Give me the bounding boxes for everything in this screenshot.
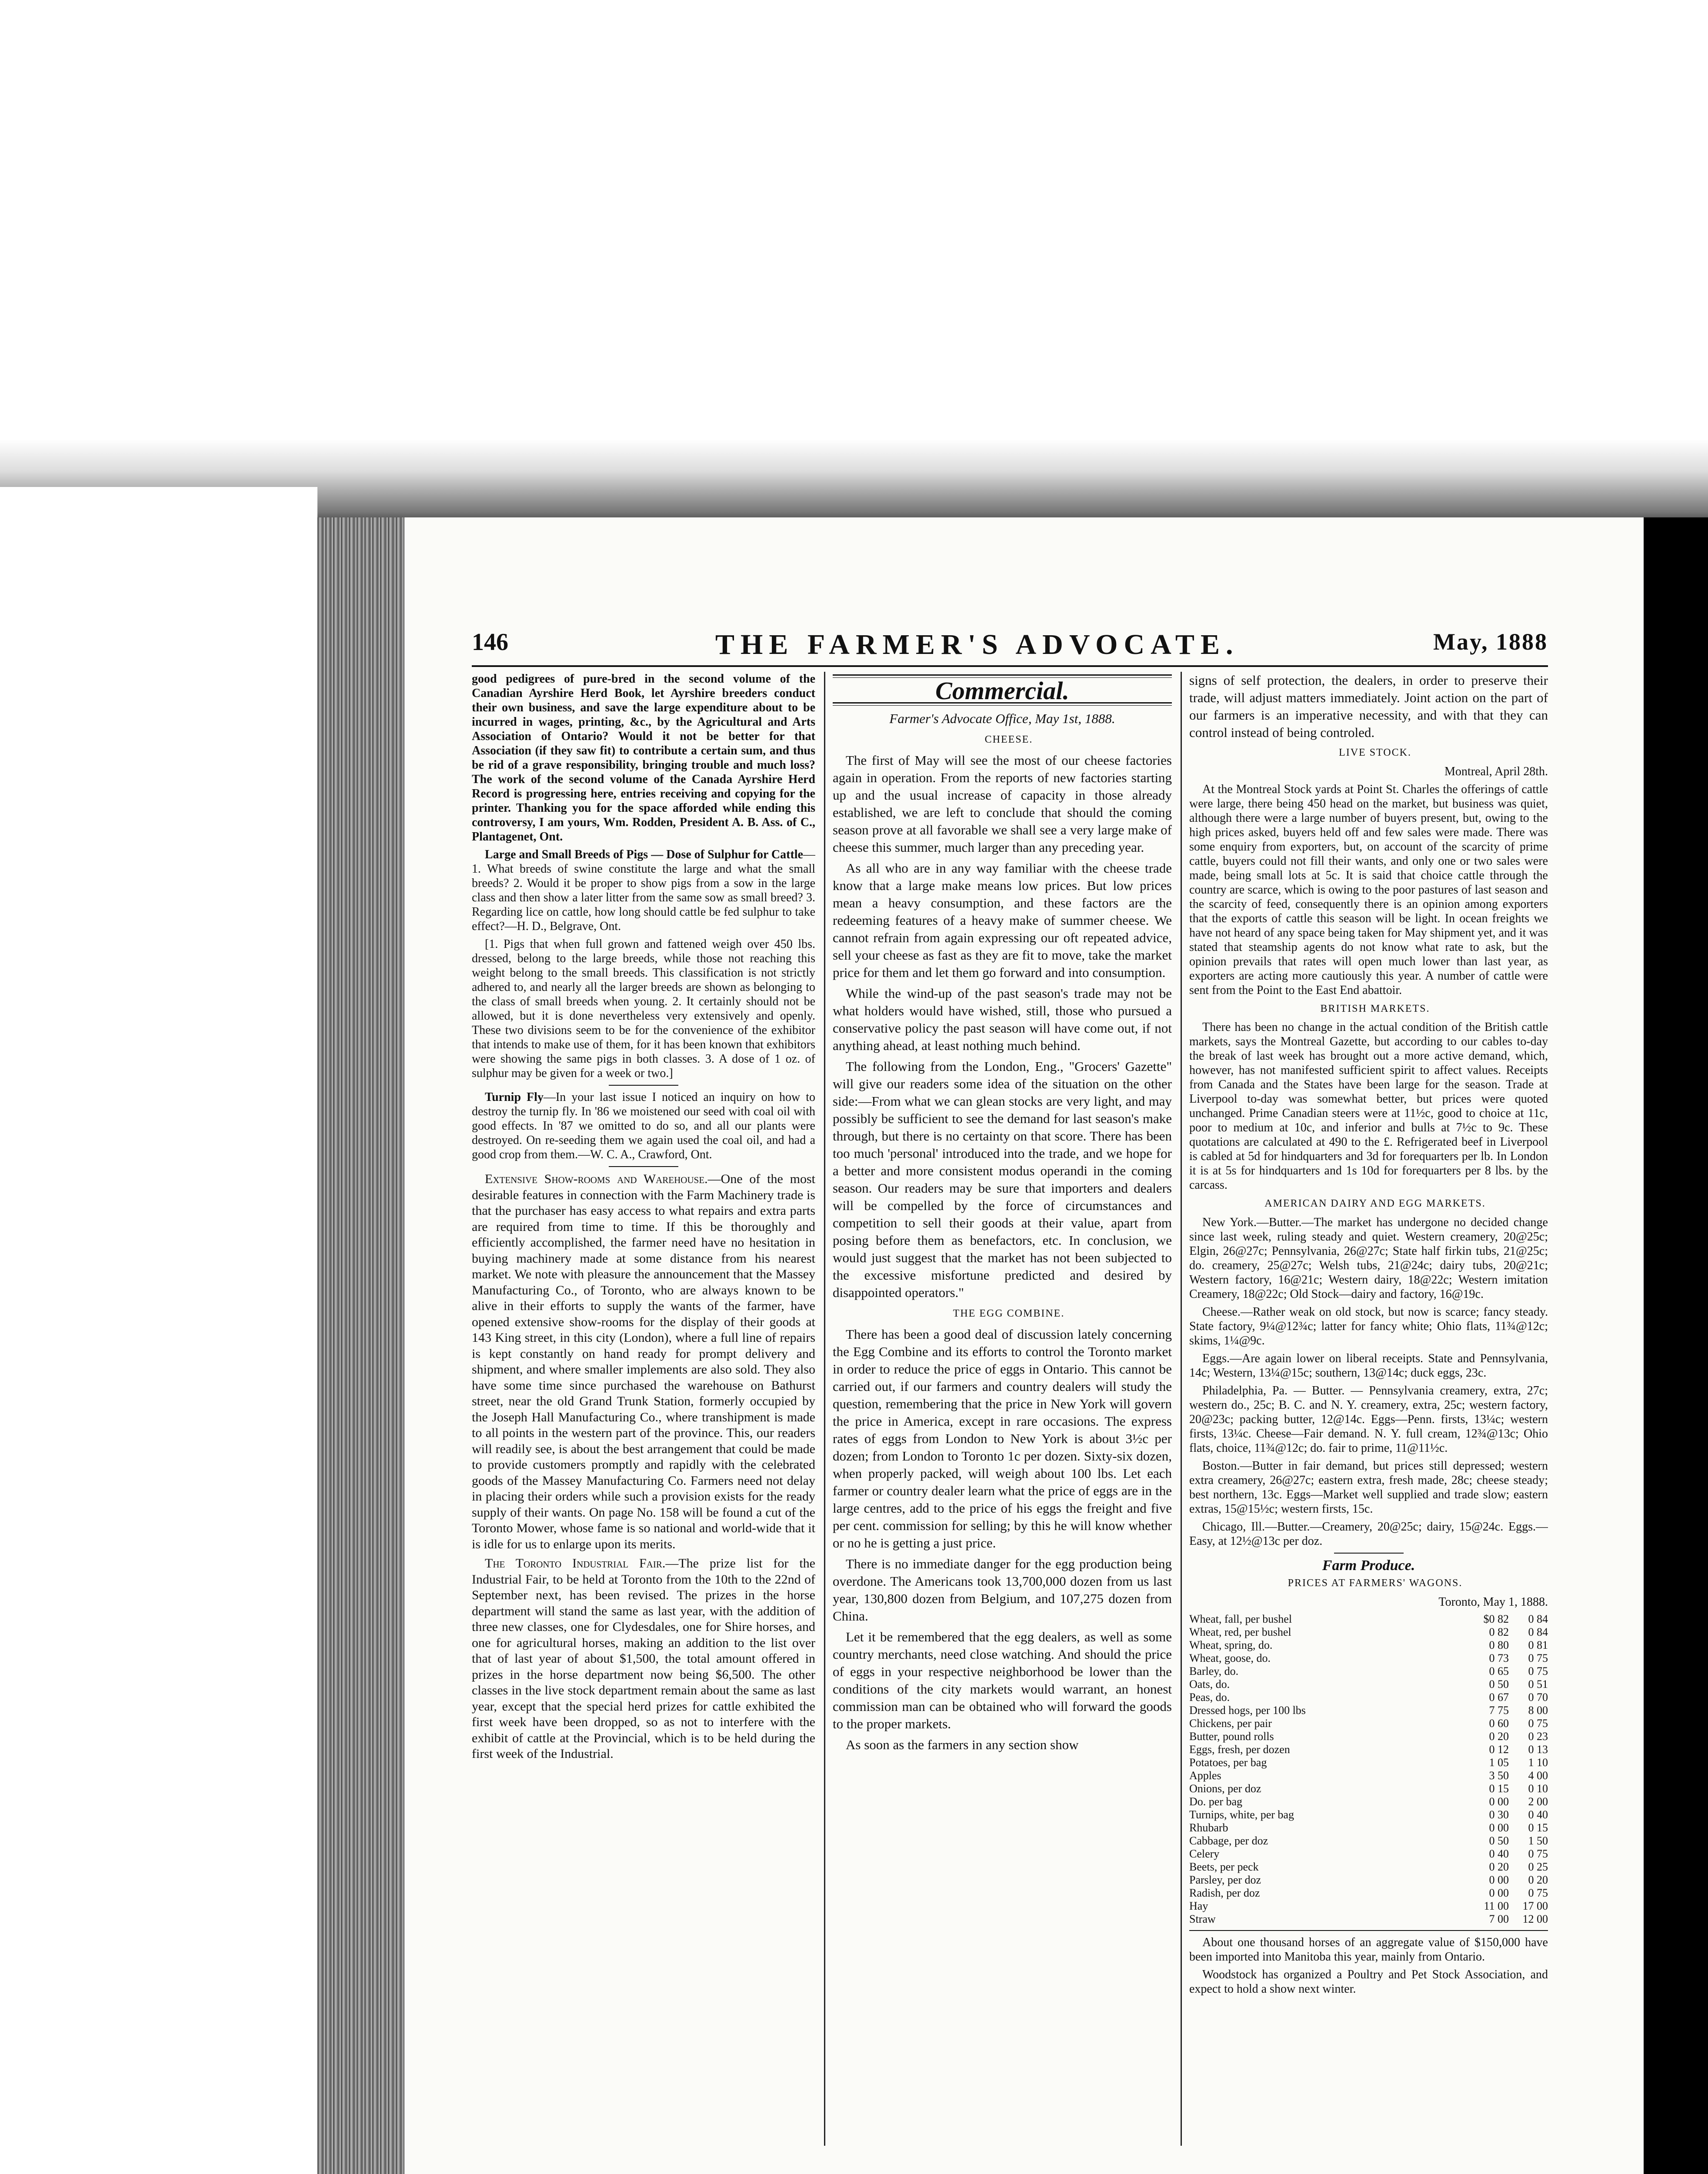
price-item-cell: Dressed hogs, per 100 lbs	[1189, 1704, 1306, 1717]
page-number: 146	[472, 629, 508, 656]
price-low-cell: 0 00	[1489, 1886, 1509, 1899]
price-row	[1189, 1665, 1548, 1678]
price-table	[1189, 1613, 1548, 1926]
article-text: —One of the most desirable features in connection with the Farm Machinery trade is that the purchaser has easy access to what repairs and extra parts are required from time to time. If this be thoroughly and efficiently accomplished, the farmer need have no hesitation in buying machinery made at some distance from his nearest market. We note with pleasure the announcement that the Massey Manufacturing Co., of Toronto, who are always known to be alive in their efforts to supply the wants of the farmer, have opened extensive show-rooms for the display of their goods at 143 King street, in this city (London), where a full line of repairs is kept constantly on hand ready for prompt delivery and shipment, and where smaller implements are also sold. They also have some time since purchased the warehouse on Bathurst street, near the old Grand Trunk Station, formerly occupied by the Joseph Hall Manufacturing Co., where transhipment is made to all points in the western part of the province. This, our readers will readily see, is about the best arrangement that could be made to provide customers promptly and rapidly with the celebrated goods of the Massey Manufacturing Co. Farmers need not delay in placing their orders while such a provision exists for the ready supply of their wants. On page No. 158 will be found a cut of the Toronto Mower, whose fame is so national and world-wide that it is idle for us to enlarge upon its merits.	[472, 1172, 815, 1551]
price-row	[1189, 1717, 1548, 1730]
price-row	[1189, 1874, 1548, 1887]
section-heading: Commercial.	[935, 677, 1069, 705]
price-low-cell: 0 82	[1489, 1625, 1509, 1638]
price-item-cell: Celery	[1189, 1847, 1220, 1860]
price-high-cell: 0 51	[1528, 1677, 1548, 1691]
scan-top-margin	[0, 0, 1708, 487]
price-high-cell: 0 81	[1528, 1638, 1548, 1651]
article-paragraph: Boston.—Butter in fair demand, but prices still depressed; western extra creamery, 26@27c; eastern extra, fresh made, 28c; cheese steady; best northern, 13c. Eggs—Market well supplied and trade slow; eastern extras, 15@15½c; western firsts, 15c.	[1189, 1459, 1548, 1516]
separator-rule	[1334, 1553, 1404, 1554]
header-rule	[472, 665, 1548, 667]
price-high-cell: 0 75	[1528, 1664, 1548, 1677]
price-row	[1189, 1652, 1548, 1665]
article-paragraph: About one thousand horses of an aggregate value of $150,000 have been imported into Manitoba this year, mainly from Ontario.	[1189, 1935, 1548, 1964]
price-row	[1189, 1834, 1548, 1847]
newspaper-page	[404, 517, 1644, 2174]
separator-rule	[609, 1085, 678, 1086]
price-row	[1189, 1821, 1548, 1834]
publication-title: THE FARMER'S ADVOCATE.	[715, 629, 1239, 660]
price-low-cell: 0 15	[1489, 1782, 1509, 1795]
page-header	[472, 628, 1548, 667]
price-high-cell: 2 00	[1528, 1795, 1548, 1808]
price-high-cell: 0 13	[1528, 1743, 1548, 1756]
section-heading: Farm Produce.	[1322, 1557, 1415, 1574]
article-paragraph: Let it be remembered that the egg dealers, as well as some country merchants, need close watching. And should the price of eggs in your respective neighborhood be lower than the conditions of the city markets would warrant, an honest commission man can be obtained who will forward the goods to the proper markets.	[833, 1629, 1172, 1731]
price-low-cell: 7 75	[1489, 1704, 1509, 1717]
price-high-cell: 0 75	[1528, 1651, 1548, 1664]
price-low-cell: 0 40	[1489, 1847, 1509, 1860]
scan-left-margin	[0, 487, 317, 2174]
price-item-cell: Butter, pound rolls	[1189, 1730, 1274, 1743]
subheading: BRITISH MARKETS.	[1320, 1003, 1430, 1014]
column-separator	[1181, 672, 1182, 2146]
price-item-cell: Oats, do.	[1189, 1677, 1230, 1691]
article-paragraph: Philadelphia, Pa. — Butter. — Pennsylvania creamery, extra, 27c; western do., 25c; B. C. and N. Y. creamery, extra, 25c; western factory, 20@23c; packing butter, 12@14c. Eggs—Penn. firsts, 13¼c; western firsts, 13¼c. Cheese—Fair demand. N. Y. full cream, 12¾@13c; Ohio flats, choice, 11¾@12c; do. fair to prime, 11@11½c.	[1189, 1384, 1548, 1455]
price-low-cell: 0 30	[1489, 1808, 1509, 1821]
price-row	[1189, 1900, 1548, 1913]
price-low-cell: 3 50	[1489, 1769, 1509, 1782]
price-row	[1189, 1808, 1548, 1821]
price-low-cell: 11 00	[1484, 1899, 1509, 1912]
price-item-cell: Eggs, fresh, per dozen	[1189, 1743, 1290, 1756]
price-item-cell: Radish, per doz	[1189, 1886, 1260, 1899]
price-item-cell: Cabbage, per doz	[1189, 1834, 1268, 1847]
dateline: Montreal, April 28th.	[1444, 764, 1548, 778]
article-paragraph: While the wind-up of the past season's trade may not be what holders would have wished, still, those who pursued a conservative policy the past season will have come out, if not anything ahead, at least nothing much behind.	[833, 986, 1172, 1053]
price-item-cell: Potatoes, per bag	[1189, 1756, 1267, 1769]
price-item-cell: Onions, per doz	[1189, 1782, 1261, 1795]
price-item-cell: Hay	[1189, 1899, 1208, 1912]
price-item-cell: Wheat, red, per bushel	[1189, 1625, 1291, 1638]
price-item-cell: Barley, do.	[1189, 1664, 1239, 1677]
column-3	[1189, 672, 1548, 2150]
price-high-cell: 1 50	[1528, 1834, 1548, 1847]
price-high-cell: 17 00	[1522, 1899, 1548, 1912]
article-paragraph: New York.—Butter.—The market has undergone no decided change since last week, ruling steady and quiet. Western creamery, 20@25c; Elgin, 26@27c; Pennsylvania, 26@27c; State half firkin tubs, 21@25c; do. creamery, 25@27c; Welsh tubs, 21@24c; dairy tubs, 20@21c; Western factory, 16@21c; Western dairy, 18@22c; Western imitation Creamery, 18@22c; Old Stock—dairy and factory, 16@19c.	[1189, 1215, 1548, 1301]
subheading: LIVE STOCK.	[1339, 747, 1411, 758]
price-high-cell: 1 10	[1528, 1756, 1548, 1769]
article-paragraph: At the Montreal Stock yards at Point St. Charles the offerings of cattle were large, there being 450 head on the market, but business was quiet, although there were a large number of buyers present, but, owing to the high prices asked, buyers held off and few sales were made. There was some enquiry from exporters, but, on account of the scarcity of prime cattle, buyers could not fill their wants, and only one or two sales were made, being small lots at 5c. It is said that choice cattle through the country are scarce, which is owing to the poor pastures of last season and the scarcity of feed, consequently there is an opinion among exporters that the exports of cattle this season will be light. In ocean freights we have not heard of any space being taken for May shipment yet, and it was stated that steamship agents do not know what rate to ask, but the opinion prevails that rates will open much lower than last year, as exporters are acting more cautiously this year. A number of cattle were sent from the Point to the East End abattoir.	[1189, 782, 1548, 997]
subheading: CHEESE.	[984, 734, 1033, 745]
article-paragraph	[472, 1556, 815, 1762]
price-item-cell: Beets, per peck	[1189, 1860, 1259, 1873]
page-edge	[1644, 517, 1708, 2174]
price-low-cell: 0 50	[1489, 1677, 1509, 1691]
dateline: Toronto, May 1, 1888.	[1438, 1595, 1548, 1609]
article-paragraph: Woodstock has organized a Poultry and Pet Stock Association, and expect to hold a show next winter.	[1189, 1967, 1548, 1996]
article-headline: Extensive Show-rooms and Warehouse.	[485, 1172, 708, 1186]
price-high-cell: 0 70	[1528, 1691, 1548, 1704]
subheading: AMERICAN DAIRY AND EGG MARKETS.	[1264, 1198, 1486, 1209]
article-text: —The prize list for the Industrial Fair, to be held at Toronto from the 10th to the 22nd of September next, has been revised. The prizes in the horse department will stand the same as last year, with the addition of three new classes, one for Clydesdales, one for Shire horses, and one for agricultural horses, making an addition to the list over that of last year of about $1,500, the total amount offered in prizes in the horse department now being $6,500. The other classes in the live stock department remain about the same as last year, except that the special herd prizes for cattle exhibited the first week have been dropped, so as not to interfere with the exhibit of cattle at the Provincial, which is to be held during the first week of the Industrial.	[472, 1556, 815, 1761]
price-row	[1189, 1913, 1548, 1926]
price-row	[1189, 1691, 1548, 1704]
article-paragraph: Cheese.—Rather weak on old stock, but now is scarce; fancy steady. State factory, 9¼@12¾c; latter for fancy white; Ohio flats, 11¾@12c; skims, 1¼@9c.	[1189, 1305, 1548, 1347]
price-high-cell: 0 75	[1528, 1717, 1548, 1730]
price-low-cell: 0 20	[1489, 1730, 1509, 1743]
price-row	[1189, 1782, 1548, 1795]
column-1	[472, 672, 815, 2150]
separator-rule	[609, 1166, 678, 1167]
price-high-cell: 0 84	[1528, 1612, 1548, 1625]
price-item-cell: Apples	[1189, 1769, 1221, 1782]
price-low-cell: $0 82	[1483, 1612, 1509, 1625]
price-row	[1189, 1639, 1548, 1652]
price-row	[1189, 1743, 1548, 1756]
price-row	[1189, 1769, 1548, 1782]
article-text: — 1. What breeds of swine constitute the large and what the small breeds? 2. Would it be proper to show pigs from a sow in the large class and then show a later litter from the same sow as small breed? 3. Regarding lice on cattle, how long should cattle be fed sulphur to take effect?—H. D., Belgrave, Ont.	[472, 848, 815, 933]
price-item-cell: Peas, do.	[1189, 1691, 1230, 1704]
price-item-cell: Wheat, spring, do.	[1189, 1638, 1273, 1651]
price-high-cell: 0 25	[1528, 1860, 1548, 1873]
article-paragraph	[472, 1171, 815, 1552]
subheading: THE EGG COMBINE.	[953, 1308, 1065, 1319]
article-paragraph: signs of self protection, the dealers, in order to preserve their trade, will adjust matters immediately. Joint action on the part of our farmers is an imperative necessity, and with that they can control instead of being controled.	[1189, 673, 1548, 740]
price-high-cell: 0 84	[1528, 1625, 1548, 1638]
book-spine	[317, 517, 404, 2174]
price-low-cell: 0 60	[1489, 1717, 1509, 1730]
article-headline: Turnip Fly	[485, 1090, 544, 1104]
price-item-cell: Turnips, white, per bag	[1189, 1808, 1294, 1821]
price-item-cell: Chickens, per pair	[1189, 1717, 1272, 1730]
price-item-cell: Wheat, fall, per bushel	[1189, 1612, 1292, 1625]
article-paragraph: There is no immediate danger for the egg production being overdone. The Americans took 13,700,000 dozen from us last year, 130,800 dozen from Belgium, and 107,275 dozen from China.	[833, 1556, 1172, 1624]
price-high-cell: 0 10	[1528, 1782, 1548, 1795]
price-row	[1189, 1795, 1548, 1808]
price-low-cell: 0 65	[1489, 1664, 1509, 1677]
price-high-cell: 0 75	[1528, 1886, 1548, 1899]
price-row	[1189, 1861, 1548, 1874]
article-paragraph: Chicago, Ill.—Butter.—Creamery, 20@25c; dairy, 15@24c. Eggs.—Easy, at 12½@13c per doz.	[1189, 1520, 1548, 1548]
price-high-cell: 0 20	[1528, 1873, 1548, 1886]
price-high-cell: 4 00	[1528, 1769, 1548, 1782]
article-paragraph: The following from the London, Eng., "Grocers' Gazette" will give our readers some idea of the situation on the other side:—From what we can glean stocks are very light, and may possibly be sufficient to see the demand for last season's make through, but there is no certainty on that score. There has been too much 'personal' introduced into the trade, and we hope for a better and more consistent modus operandi in the coming season. Our readers may be sure that importers and dealers will be compelled by the force of circumstances and competition to sell their goods at their value, apart from posing before them as benefactors, etc. In conclusion, we would just suggest that the market has not been subjected to the excessive misfortune predicted and desired by disappointed operators."	[833, 1059, 1172, 1300]
price-item-cell: Rhubarb	[1189, 1821, 1228, 1834]
price-row	[1189, 1756, 1548, 1769]
price-row	[1189, 1678, 1548, 1691]
column-separator	[824, 672, 825, 2146]
article-paragraph: As all who are in any way familiar with the cheese trade know that a large make means low prices. But low prices mean a heavy consumption, and these factors are the redeeming features of a heavy make of summer cheese. We cannot refrain from again expressing our oft repeated advice, sell your cheese as fast as they are fit to move, take the market price for them and let them go forward and into consumption.	[833, 860, 1172, 980]
article-text: —In your last issue I noticed an inquiry on how to destroy the turnip fly. In '86 we moistened our seed with coal oil with good effects. In '87 we omitted to do so, and all our plants were destroyed. On re-seeding them we again used the coal oil, and had a good crop from them.—W. C. A., Crawford, Ont.	[472, 1090, 815, 1161]
price-row	[1189, 1847, 1548, 1861]
article-paragraph: The first of May will see the most of our cheese factories again in operation. From the reports of new factories starting up and the usual increase of capacity in those already established, we are left to conclude that should the coming season prove at all favorable we shall see a very large make of cheese this summer, much larger than any preceding year.	[833, 753, 1172, 855]
price-low-cell: 0 80	[1489, 1638, 1509, 1651]
article-headline: The Toronto Industrial Fair.	[485, 1556, 666, 1570]
price-row	[1189, 1704, 1548, 1717]
subheading: PRICES AT FARMERS' WAGONS.	[1288, 1577, 1463, 1589]
column-2	[833, 672, 1172, 2150]
dateline: Farmer's Advocate Office, May 1st, 1888.	[889, 711, 1115, 726]
price-item-cell: Parsley, per doz	[1189, 1873, 1261, 1886]
price-high-cell: 0 75	[1528, 1847, 1548, 1860]
article-headline: Large and Small Breeds of Pigs — Dose of Sulphur for Cattle	[485, 848, 803, 861]
price-low-cell: 0 50	[1489, 1834, 1509, 1847]
price-high-cell: 0 40	[1528, 1808, 1548, 1821]
price-row	[1189, 1613, 1548, 1626]
price-row	[1189, 1730, 1548, 1743]
price-high-cell: 12 00	[1522, 1912, 1548, 1925]
article-paragraph	[472, 847, 815, 934]
price-table-body	[1189, 1613, 1548, 1926]
article-paragraph: Eggs.—Are again lower on liberal receipts. State and Pennsylvania, 14c; Western, 13¼@15c; southern, 13@14c; duck eggs, 23c.	[1189, 1351, 1548, 1380]
price-low-cell: 0 67	[1489, 1691, 1509, 1704]
price-high-cell: 0 23	[1528, 1730, 1548, 1743]
price-row	[1189, 1626, 1548, 1639]
price-low-cell: 7 00	[1489, 1912, 1509, 1925]
price-low-cell: 0 00	[1489, 1795, 1509, 1808]
price-low-cell: 0 73	[1489, 1651, 1509, 1664]
price-low-cell: 0 00	[1489, 1821, 1509, 1834]
article-paragraph: There has been a good deal of discussion lately concerning the Egg Combine and its efforts to control the Toronto market in order to reduce the price of eggs in Ontario. This cannot be carried out, if our farmers and country dealers will study the question, remembering that the price in New York will govern the price in America, except in rare occasions. The express rates of eggs from London to New York is about 3½c per dozen; from London to Toronto 1c per dozen. Sixty-six dozen, when properly packed, will weigh about 100 lbs. Let each farmer or country dealer learn what the price of eggs are in the large centres, add to the price of his eggs the freight and five per cent. commission for selling; by this he will know whether or no he is getting a just price.	[833, 1327, 1172, 1550]
price-item-cell: Wheat, goose, do.	[1189, 1651, 1271, 1664]
price-low-cell: 1 05	[1489, 1756, 1509, 1769]
price-item-cell: Do. per bag	[1189, 1795, 1243, 1808]
article-paragraph: good pedigrees of pure-bred in the second volume of the Canadian Ayrshire Herd Book, let Ayrshire breeders conduct their own business, and save the large expenditure about to be incurred in wages, printing, &c., by the Agricultural and Arts Association of Ontario? Would it not be better for that Association (if they saw fit) to contribute a certain sum, and thus be rid of a grave responsibility, bringing trouble and much loss? The work of the second volume of the Canada Ayrshire Herd Record is progressing here, entries receiving and copying for the printer. Thanking you for the space afforded while ending this controversy, I am yours, Wm. Rodden, President A. B. Ass. of C., Plantagenet, Ont.	[472, 672, 815, 844]
price-low-cell: 0 20	[1489, 1860, 1509, 1873]
issue-date: May, 1888	[1433, 629, 1548, 655]
price-high-cell: 0 15	[1528, 1821, 1548, 1834]
article-paragraph: There has been no change in the actual condition of the British cattle markets, says the Montreal Gazette, but according to our cables to-day the break of last week has brought out a more active demand, which, however, has not manifested sufficient spirit to affect values. Receipts from Canada and the States have been large for the season. Trade at Liverpool to-day was somewhat better, but prices were quoted unchanged. Prime Canadian steers were at 11½c, good to choice at 11c, poor to medium at 10c, and inferior and bulls at 7½c to 9c. These quotations are calculated at 490 to the £. Refrigerated beef in Liverpool is cabled at 5d for hindquarters and 3d for forequarters per lb. In London it is at 5s for hindquarters and 1s 10d for forequarters per 8 lbs. by the carcass.	[1189, 1020, 1548, 1192]
article-paragraph	[472, 1090, 815, 1162]
price-row	[1189, 1887, 1548, 1900]
price-low-cell: 0 00	[1489, 1873, 1509, 1886]
price-high-cell: 8 00	[1528, 1704, 1548, 1717]
article-paragraph: As soon as the farmers in any section show	[846, 1737, 1079, 1752]
price-low-cell: 0 12	[1489, 1743, 1509, 1756]
article-paragraph: [1. Pigs that when full grown and fattened weigh over 450 lbs. dressed, belong to the large breeds, while those not reaching this weight belong to the small breeds. This classification is not strictly adhered to, and nearly all the larger breeds are shown as belonging to the class of small breeds when young. 2. It certainly should not be allowed, but it is done nevertheless very extensively and openly. These two divisions seem to be for the convenience of the exhibitor that intends to make use of them, for it has been known that exhibitors were showing the same pigs in both classes. 3. A dose of 1 oz. of sulphur may be given for a week or two.]	[472, 937, 815, 1080]
price-item-cell: Straw	[1189, 1912, 1216, 1925]
separator-rule	[1189, 1930, 1548, 1931]
